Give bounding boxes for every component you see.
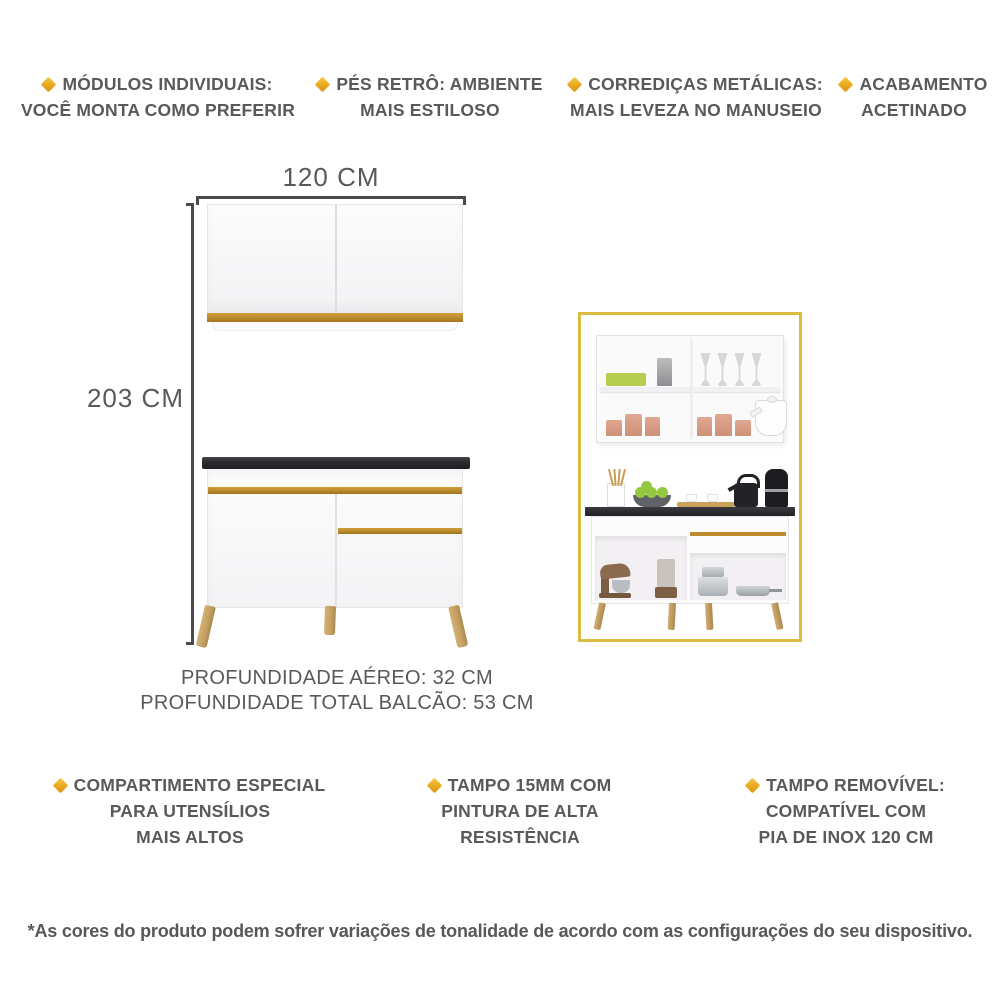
canister xyxy=(697,417,712,436)
wood-handle-strip xyxy=(207,313,463,322)
feature-tampo-15mm xyxy=(372,772,668,850)
coffee-machine xyxy=(765,469,788,507)
wood-handle-strip xyxy=(338,528,462,534)
diamond-bullet-icon xyxy=(41,76,57,92)
cup xyxy=(686,494,697,502)
feature-line: CORREDIÇAS METÁLICAS: xyxy=(588,74,823,94)
diamond-bullet-icon xyxy=(567,76,583,92)
feature-line: PIA DE INOX 120 CM xyxy=(758,827,934,847)
wine-glass-icon xyxy=(716,353,729,386)
canisters xyxy=(606,414,660,436)
height-dimension-line xyxy=(191,203,194,645)
feature-line: TAMPO 15MM COM xyxy=(447,775,612,795)
feature-line: MAIS LEVEZA NO MANUSEIO xyxy=(570,100,822,120)
feature-line: MAIS ESTILOSO xyxy=(360,100,500,120)
canisters xyxy=(697,414,751,436)
retro-leg xyxy=(771,602,783,630)
color-disclaimer: *As cores do produto podem sofrer variações de tonalidade de acordo com as configurações do seu dispositivo. xyxy=(27,921,973,941)
wine-glass-icon xyxy=(699,353,712,386)
width-dimension-label: 120 CM xyxy=(282,162,380,192)
diamond-bullet-icon xyxy=(838,76,854,92)
feature-line: ACETINADO xyxy=(861,100,967,120)
feature-acabamento-acetinado xyxy=(838,71,990,123)
retro-leg xyxy=(196,605,216,648)
apple xyxy=(641,481,652,492)
feature-line: PINTURA DE ALTA xyxy=(441,801,599,821)
cup xyxy=(707,494,718,502)
wood-handle-strip xyxy=(690,532,786,536)
wood-handle-strip xyxy=(208,487,462,494)
diamond-bullet-icon xyxy=(52,777,68,793)
fruit-bowl xyxy=(633,495,671,507)
canister xyxy=(735,420,751,436)
width-dimension-line xyxy=(196,196,466,199)
inset-counter-cabinet xyxy=(591,516,789,604)
countertop xyxy=(202,457,470,469)
feature-line: VOCÊ MONTA COMO PREFERIR xyxy=(20,100,296,120)
utensil-holder xyxy=(607,483,625,507)
diamond-bullet-icon xyxy=(745,777,761,793)
diamond-bullet-icon xyxy=(315,76,331,92)
feature-line: RESISTÊNCIA xyxy=(460,827,580,847)
feature-line: ACABAMENTO xyxy=(859,74,988,94)
blender xyxy=(657,559,675,587)
retro-leg xyxy=(324,606,336,635)
door-divider xyxy=(335,205,337,313)
apple xyxy=(657,487,668,498)
pot xyxy=(702,567,724,577)
diamond-bullet-icon xyxy=(426,777,442,793)
feature-modulos-individuais xyxy=(8,71,308,123)
stand-mixer xyxy=(599,562,630,579)
retro-leg xyxy=(593,602,605,630)
wall-cabinet-drawing xyxy=(207,204,463,331)
utensil xyxy=(613,469,616,486)
inset-countertop xyxy=(585,507,795,516)
styled-product-inset xyxy=(578,312,802,642)
retro-leg xyxy=(705,603,713,630)
feature-line: PÉS RETRÔ: AMBIENTE xyxy=(336,74,543,94)
depth-line: PROFUNDIDADE TOTAL BALCÃO: 53 CM xyxy=(140,691,534,714)
canister xyxy=(625,414,642,436)
stand-mixer xyxy=(599,593,631,598)
wine-glass-icon xyxy=(750,353,763,386)
divider xyxy=(690,339,693,439)
counter-cabinet-drawing xyxy=(207,469,463,608)
depth-annotations xyxy=(97,666,577,715)
blender xyxy=(655,587,677,598)
door-divider xyxy=(335,494,337,607)
pot xyxy=(698,577,728,596)
canister xyxy=(645,417,660,436)
feature-line: COMPARTIMENTO ESPECIAL xyxy=(73,775,326,795)
glass-jar xyxy=(657,358,672,386)
depth-line: PROFUNDIDADE AÉREO: 32 CM xyxy=(180,667,493,689)
mixer-bowl xyxy=(612,580,630,593)
wall-cabinet-doors xyxy=(207,204,463,313)
feature-corredicas-metalicas xyxy=(553,71,839,123)
feature-line: COMPATÍVEL COM xyxy=(765,801,927,821)
feature-tampo-removivel xyxy=(696,772,996,850)
feature-compartimento-especial xyxy=(40,772,340,850)
canister xyxy=(606,420,622,436)
open-compartment xyxy=(690,553,786,600)
retro-leg xyxy=(448,605,468,648)
green-container xyxy=(606,373,646,386)
wine-glasses xyxy=(699,353,781,386)
wine-glass-icon xyxy=(733,353,746,386)
utensil xyxy=(620,469,626,486)
wall-cabinet-base xyxy=(212,322,458,331)
height-dimension-label: 203 CM xyxy=(86,383,184,413)
canister xyxy=(715,414,732,436)
feature-line: PARA UTENSÍLIOS xyxy=(109,801,271,821)
kettle xyxy=(734,483,758,507)
open-compartment xyxy=(595,536,687,600)
feature-line: MÓDULOS INDIVIDUAIS: xyxy=(62,74,273,94)
pan xyxy=(736,586,770,596)
retro-leg xyxy=(668,603,676,630)
feature-line: MAIS ALTOS xyxy=(136,827,244,847)
feature-pes-retro xyxy=(310,71,550,123)
inset-wall-cabinet xyxy=(596,335,784,443)
teapot xyxy=(755,400,787,436)
feature-line: TAMPO REMOVÍVEL: xyxy=(766,775,945,795)
